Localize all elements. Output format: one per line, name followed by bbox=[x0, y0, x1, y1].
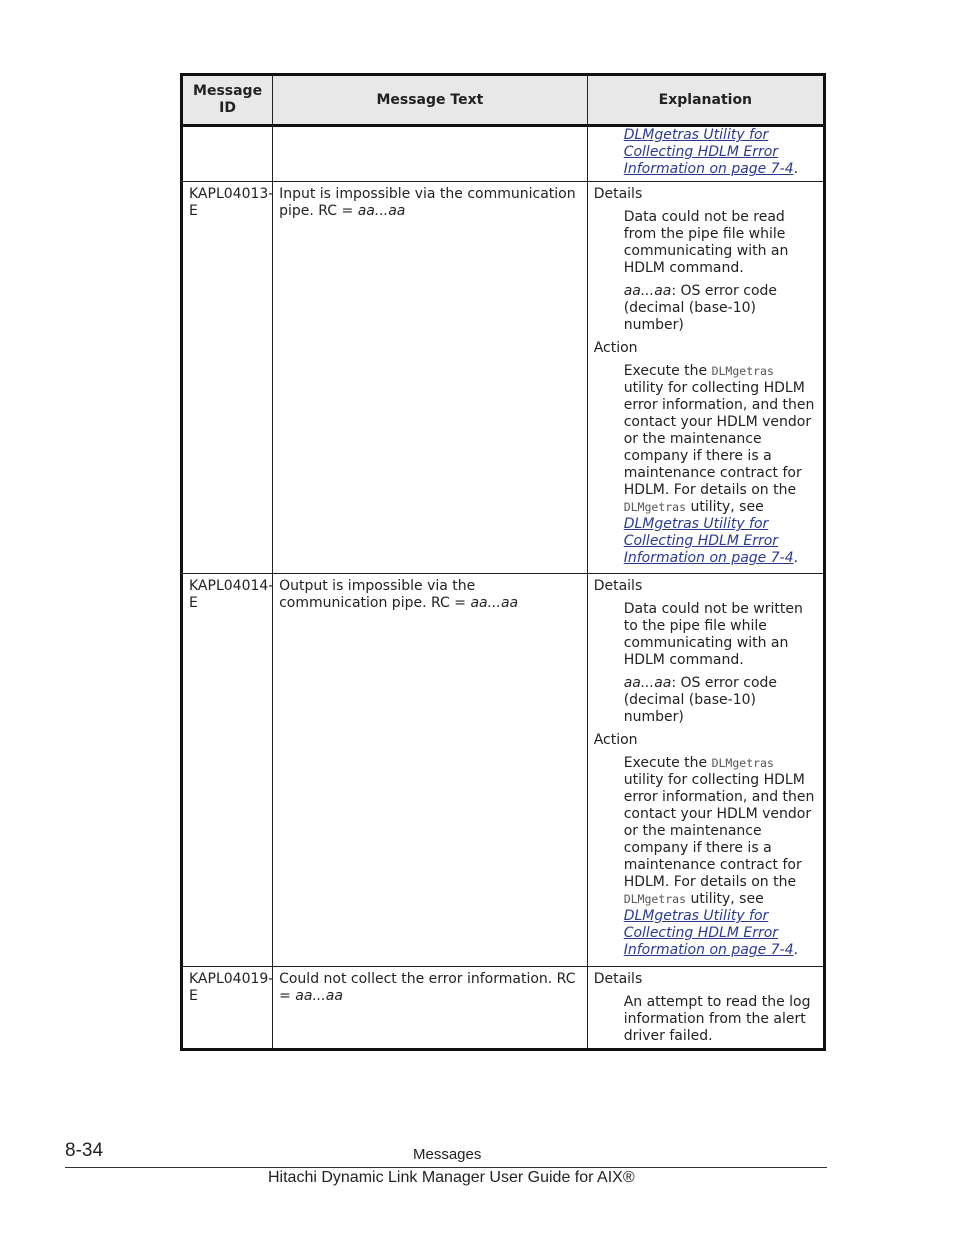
details-label: Details bbox=[593, 186, 643, 202]
cell-message-text: Could not collect the error information. RC = aa...aa bbox=[273, 967, 588, 1050]
table-row bbox=[182, 967, 825, 1050]
table-row bbox=[182, 574, 825, 967]
cell-explanation bbox=[587, 967, 824, 1050]
cell-message-id: KAPL04013-E bbox=[182, 182, 273, 574]
action-paragraph: Execute the DLMgetras utility for collecting HDLM error information, and then contact your HDLM vendor or the maintenance company if there is a maintenance contract for HDLM. For details on the DLMgetras utility, see DLMgetras Utility for Collecting HDLM Error Information on page 7-4. bbox=[623, 363, 815, 566]
xref-link[interactable]: DLMgetras Utility for Collecting HDLM Error Information on page 7-4 bbox=[623, 127, 794, 177]
cell-message-id: KAPL04019-E bbox=[182, 967, 273, 1050]
action-label: Action bbox=[593, 732, 638, 748]
footer-section-name: Messages bbox=[413, 1146, 482, 1163]
details-paragraph: Data could not be written to the pipe file while communicating with an HDLM command. bbox=[623, 601, 803, 668]
cell-text-empty bbox=[273, 126, 588, 182]
details-label: Details bbox=[593, 971, 643, 987]
cell-id-empty bbox=[182, 126, 273, 182]
continuation-paragraph: DLMgetras Utility for Collecting HDLM Error Information on page 7-4. bbox=[623, 127, 799, 177]
footer-document-title: Hitachi Dynamic Link Manager User Guide for AIX® bbox=[268, 1169, 635, 1186]
header-message-text: Message Text bbox=[273, 75, 588, 126]
details-label: Details bbox=[593, 578, 643, 594]
page-number: 8-34 bbox=[65, 1140, 104, 1161]
details-paragraph: aa...aa: OS error code (decimal (base-10) number) bbox=[623, 283, 778, 333]
cell-message-id: KAPL04014-E bbox=[182, 574, 273, 967]
header-message-id: Message ID bbox=[182, 75, 273, 126]
messages-table bbox=[180, 73, 826, 1051]
table-row-continuation bbox=[182, 126, 825, 182]
footer-divider bbox=[65, 1167, 827, 1168]
details-paragraph: aa...aa: OS error code (decimal (base-10) number) bbox=[623, 675, 778, 725]
cell-message-text: Output is impossible via the communication pipe. RC = aa...aa bbox=[273, 574, 588, 967]
cell-explanation bbox=[587, 126, 824, 182]
action-paragraph: Execute the DLMgetras utility for collecting HDLM error information, and then contact your HDLM vendor or the maintenance company if there is a maintenance contract for HDLM. For details on the DLMgetras utility, see DLMgetras Utility for Collecting HDLM Error Information on page 7-4. bbox=[623, 755, 815, 958]
cell-message-text: Input is impossible via the communication pipe. RC = aa...aa bbox=[273, 182, 588, 574]
cell-explanation bbox=[587, 182, 824, 574]
xref-link[interactable]: DLMgetras Utility for Collecting HDLM Error Information on page 7-4 bbox=[623, 516, 794, 566]
xref-link[interactable]: DLMgetras Utility for Collecting HDLM Error Information on page 7-4 bbox=[623, 908, 794, 958]
cell-explanation bbox=[587, 574, 824, 967]
action-label: Action bbox=[593, 340, 638, 356]
details-paragraph: Data could not be read from the pipe file while communicating with an HDLM command. bbox=[623, 209, 789, 276]
table-row bbox=[182, 182, 825, 574]
table-header-row bbox=[182, 75, 825, 126]
header-explanation: Explanation bbox=[587, 75, 824, 126]
details-paragraph: An attempt to read the log information from the alert driver failed. bbox=[623, 994, 811, 1044]
